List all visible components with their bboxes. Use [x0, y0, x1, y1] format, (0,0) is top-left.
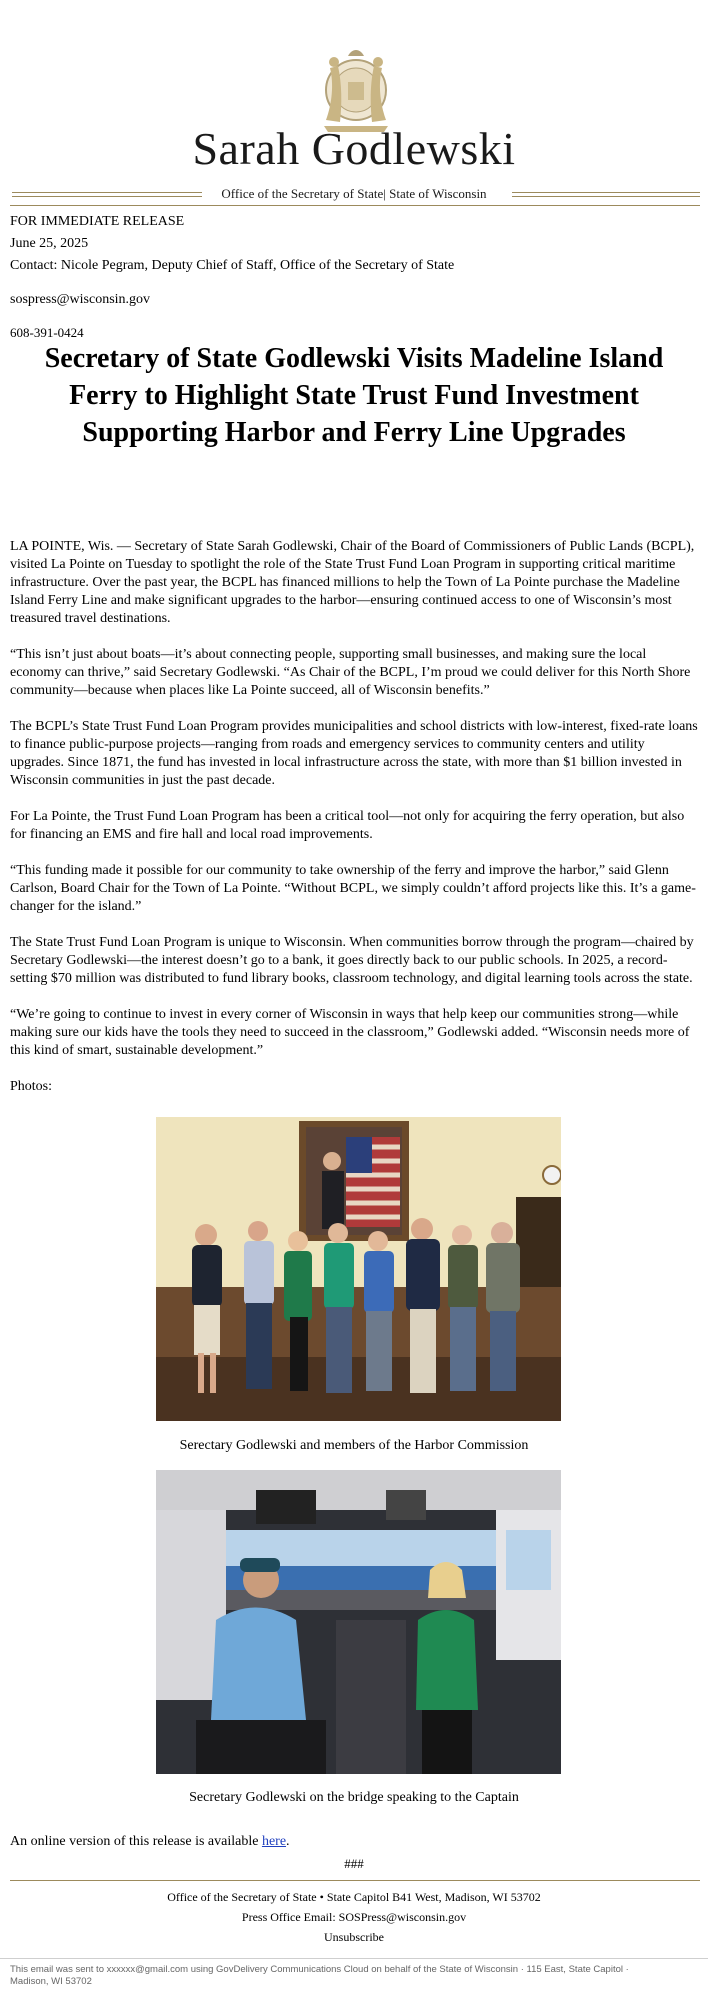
headline: Secretary of State Godlewski Visits Madeline Island Ferry to Highlight State Trust Fund Investment Supporting Harbor and Ferry Line Upgrades [44, 343, 664, 448]
online-version-link[interactable]: here [261, 1834, 287, 1849]
contact-line: Contact: Nicole Pegram, Deputy Chief of Staff, Office of the Secretary of State [10, 258, 455, 273]
paragraph: “This isn’t just about boats—it’s about connecting people, supporting small businesses, and making sure the local economy can thrive,” said Secretary Godlewski. “As Chair of the BCPL, I’m proud we could deliver for this North Shore community—because when places like La Pointe succeed, all of Wisconsin benefits.” [10, 647, 691, 698]
paragraph: For La Pointe, the Trust Fund Loan Program has been a critical tool—not only for acquiring the ferry operation, but also for financing an EMS and fire hall and local road improvements. [10, 809, 685, 842]
footer-divider [10, 1880, 700, 1881]
contact-phone: 608-391-0424 [10, 325, 84, 340]
footer-press-email: Press Office Email: SOSPress@wisconsin.gov [241, 1910, 467, 1924]
photo-caption: Serectary Godlewski and members of the Harbor Commission [179, 1438, 529, 1453]
paragraph: “We’re going to continue to invest in every corner of Wisconsin in ways that help keep our communities strong—while making sure our kids have the tools they need to succeed in the classroom,” Godlewski added. “Wisconsin needs more of this kind of smart, sustainable development.” [10, 1007, 690, 1058]
header-divider [10, 205, 700, 206]
paragraph: “This funding made it possible for our community to take ownership of the ferry and improve the harbor,” said Glenn Carlson, Board Chair for the Town of La Pointe. “Without BCPL, we simply couldn’t afford projects like this. It’s a game-changer for the island.” [10, 863, 696, 914]
office-holder-name: Sarah Godlewski [192, 123, 516, 174]
delivery-fine-print: This email was sent to xxxxxx@gmail.com using GovDelivery Communications Cloud on behalf of the State of Wisconsin · 115 East, State Capitol · Madison, WI 53702 [10, 1964, 629, 1987]
end-marker: ### [344, 1856, 364, 1871]
article-body [10, 538, 700, 1114]
unsubscribe-link[interactable]: Unsubscribe [324, 1930, 384, 1944]
state-seal-icon [312, 44, 400, 134]
paragraph: The State Trust Fund Loan Program is unique to Wisconsin. When communities borrow through the program—chaired by Secretary Godlewski—the interest doesn’t go to a bank, it goes directly back to our public schools. In 2025, a record-setting $70 million was distributed to fund library books, classroom technology, and digital learning tools across the state. [10, 935, 694, 986]
photos-label: Photos: [10, 1079, 53, 1094]
release-label: FOR IMMEDIATE RELEASE [10, 214, 185, 229]
footer-address: Office of the Secretary of State • State Capitol B41 West, Madison, WI 53702 [167, 1890, 541, 1904]
paragraph: The BCPL’s State Trust Fund Loan Program provides municipalities and school districts with low-interest, fixed-rate loans to finance public-purpose projects—ranging from roads and emergency services to community centers and utility upgrades. Since 1871, the fund has invested in local infrastructure across the state, with more than $1 billion invested in Wisconsin communities in just the past decade. [10, 719, 698, 788]
fine-print-divider [0, 1958, 708, 1959]
online-version-line: An online version of this release is available here. [10, 1834, 290, 1849]
group-photo [156, 1117, 561, 1421]
photo-caption: Secretary Godlewski on the bridge speaking to the Captain [189, 1790, 519, 1805]
release-date: June 25, 2025 [10, 236, 89, 251]
footer-unsubscribe [0, 1930, 708, 1945]
ferry-bridge-photo [156, 1470, 561, 1774]
office-subtitle: Office of the Secretary of State| State of Wisconsin [221, 186, 487, 201]
paragraph: LA POINTE, Wis. — Secretary of State Sarah Godlewski, Chair of the Board of Commissioners of Public Lands (BCPL), visited La Pointe on Tuesday to spotlight the role of the State Trust Fund Loan Program in supporting critical maritime infrastructure. Over the past year, the BCPL has financed millions to help the Town of La Pointe purchase the Madeline Island Ferry Line and make significant upgrades to the harbor—ensuring continued access to one of Wisconsin’s most treasured travel destinations. [10, 539, 695, 626]
contact-email: sospress@wisconsin.gov [10, 292, 151, 307]
